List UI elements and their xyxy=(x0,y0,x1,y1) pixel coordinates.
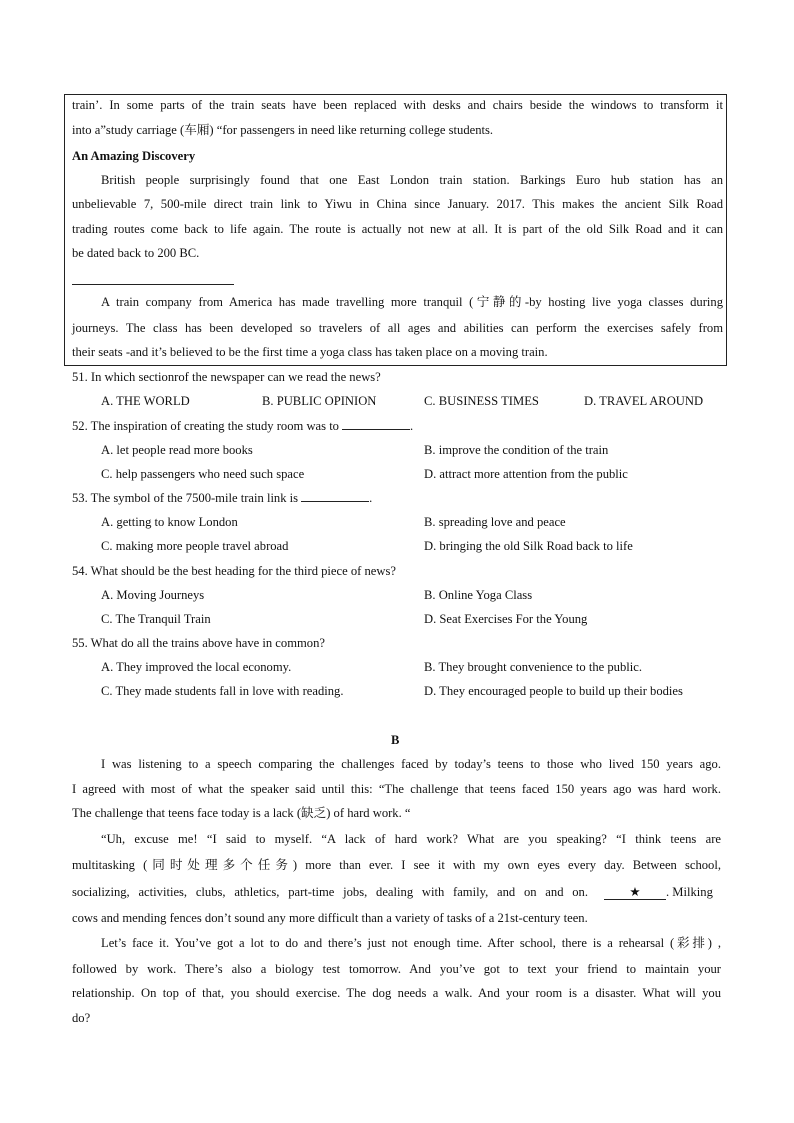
star-blank-line xyxy=(604,884,713,900)
option[interactable]: C. The Tranquil Train xyxy=(101,612,211,626)
option[interactable]: A. THE WORLD xyxy=(101,394,190,408)
option[interactable]: A. Moving Journeys xyxy=(101,588,205,602)
option[interactable]: A. let people read more books xyxy=(101,443,253,457)
passage-b-line: do? xyxy=(72,1011,91,1025)
option[interactable]: C. BUSINESS TIMES xyxy=(424,394,539,408)
question-stem-text: 53. The symbol of the 7500-mile train link is xyxy=(72,491,299,505)
passage-a-line: A train company from America has made travelling more tranquil (宁静的-by hosting live yoga classes during xyxy=(101,295,723,309)
option[interactable]: C. making more people travel abroad xyxy=(101,539,289,553)
option[interactable]: D. TRAVEL AROUND xyxy=(584,394,704,408)
question-stem-text: 52. The inspiration of creating the study room was to xyxy=(72,419,339,433)
passage-a-line: British people surprisingly found that one East London train station. Barkings Euro hub station has an xyxy=(101,173,723,187)
option[interactable]: B. Online Yoga Class xyxy=(424,588,533,602)
option[interactable]: B. PUBLIC OPINION xyxy=(262,394,377,408)
heading-blank-line xyxy=(72,284,234,285)
passage-b-line: cows and mending fences don’t sound any more difficult than a variety of tasks of a 21st-century teen. xyxy=(72,911,588,925)
section-label: B xyxy=(391,733,400,747)
option[interactable]: B. They brought convenience to the public. xyxy=(424,660,643,674)
option[interactable]: C. They made students fall in love with reading. xyxy=(101,684,344,698)
passage-a-line: into a”study carriage (车厢) “for passengers in need like returning college students. xyxy=(72,123,494,137)
option[interactable]: D. bringing the old Silk Road back to life xyxy=(424,539,633,553)
option[interactable]: B. spreading love and peace xyxy=(424,515,566,529)
question-stem: 53. The symbol of the 7500-mile train link is . xyxy=(72,491,373,505)
option[interactable]: C. help passengers who need such space xyxy=(101,467,305,481)
passage-a-line: journeys. The class has been developed so travelers of all ages and abilities can perform the exercises safely from xyxy=(72,321,723,335)
passage-a-line: train’. In some parts of the train seats have been replaced with desks and chairs beside the windows to transform it xyxy=(72,98,723,112)
passage-b-line: “Uh, excuse me! “I said to myself. “A lack of hard work? What are you speaking? “I think teens are xyxy=(101,832,721,846)
passage-b-line: The challenge that teens face today is a lack (缺乏) of hard work. “ xyxy=(72,806,411,820)
star-icon: ★ xyxy=(604,885,666,900)
option[interactable]: B. improve the condition of the train xyxy=(424,443,609,457)
option[interactable]: A. getting to know London xyxy=(101,515,238,529)
passage-b-text: . Milking xyxy=(666,885,713,899)
passage-a-line: trading routes come back to life again. The route is actually not new at all. It is part of the old Silk Road and it can xyxy=(72,222,723,236)
passage-a-line: their seats -and it’s believed to be the first time a yoga class has taken place on a moving train. xyxy=(72,345,548,359)
question-stem: 55. What do all the trains above have in common? xyxy=(72,636,325,650)
answer-blank xyxy=(342,418,410,430)
passage-b-line: socializing, activities, clubs, athletics, part-time jobs, dealing with family, and on and on. xyxy=(72,885,588,899)
passage-b-line: multitasking (同时处理多个任务) more than ever. I see it with my own eyes every day. Between school, xyxy=(72,858,721,872)
option[interactable]: A. They improved the local economy. xyxy=(101,660,292,674)
passage-b-line: I agreed with most of what the speaker said until this: “The challenge that teens faced 150 years ago was hard work. xyxy=(72,782,721,796)
passage-b-line: followed by work. There’s also a biology test tomorrow. And you’ve got to text your friend to maintain your xyxy=(72,962,721,976)
question-stem: 52. The inspiration of creating the study room was to . xyxy=(72,419,414,433)
option[interactable]: D. Seat Exercises For the Young xyxy=(424,612,588,626)
question-stem: 54. What should be the best heading for the third piece of news? xyxy=(72,564,396,578)
section-heading: An Amazing Discovery xyxy=(72,149,196,163)
passage-a-line: be dated back to 200 BC. xyxy=(72,246,200,260)
passage-a-line: unbelievable 7, 500-mile direct train link to Yiwu in China since January. 2017. This makes the ancient Silk Road xyxy=(72,197,723,211)
option[interactable]: D. They encouraged people to build up their bodies xyxy=(424,684,683,698)
option[interactable]: D. attract more attention from the public xyxy=(424,467,628,481)
question-stem: 51. In which sectionrof the newspaper can we read the news? xyxy=(72,370,381,384)
answer-blank xyxy=(301,490,369,502)
passage-b-line: I was listening to a speech comparing the challenges faced by today’s teens to those who lived 150 years ago. xyxy=(101,757,721,771)
passage-b-line: relationship. On top of that, you should exercise. The dog needs a walk. And your room is a disaster. What will you xyxy=(72,986,721,1000)
passage-b-line: Let’s face it. You’ve got a lot to do and there’s just not enough time. After school, there is a rehearsal (彩排) , xyxy=(101,936,721,950)
